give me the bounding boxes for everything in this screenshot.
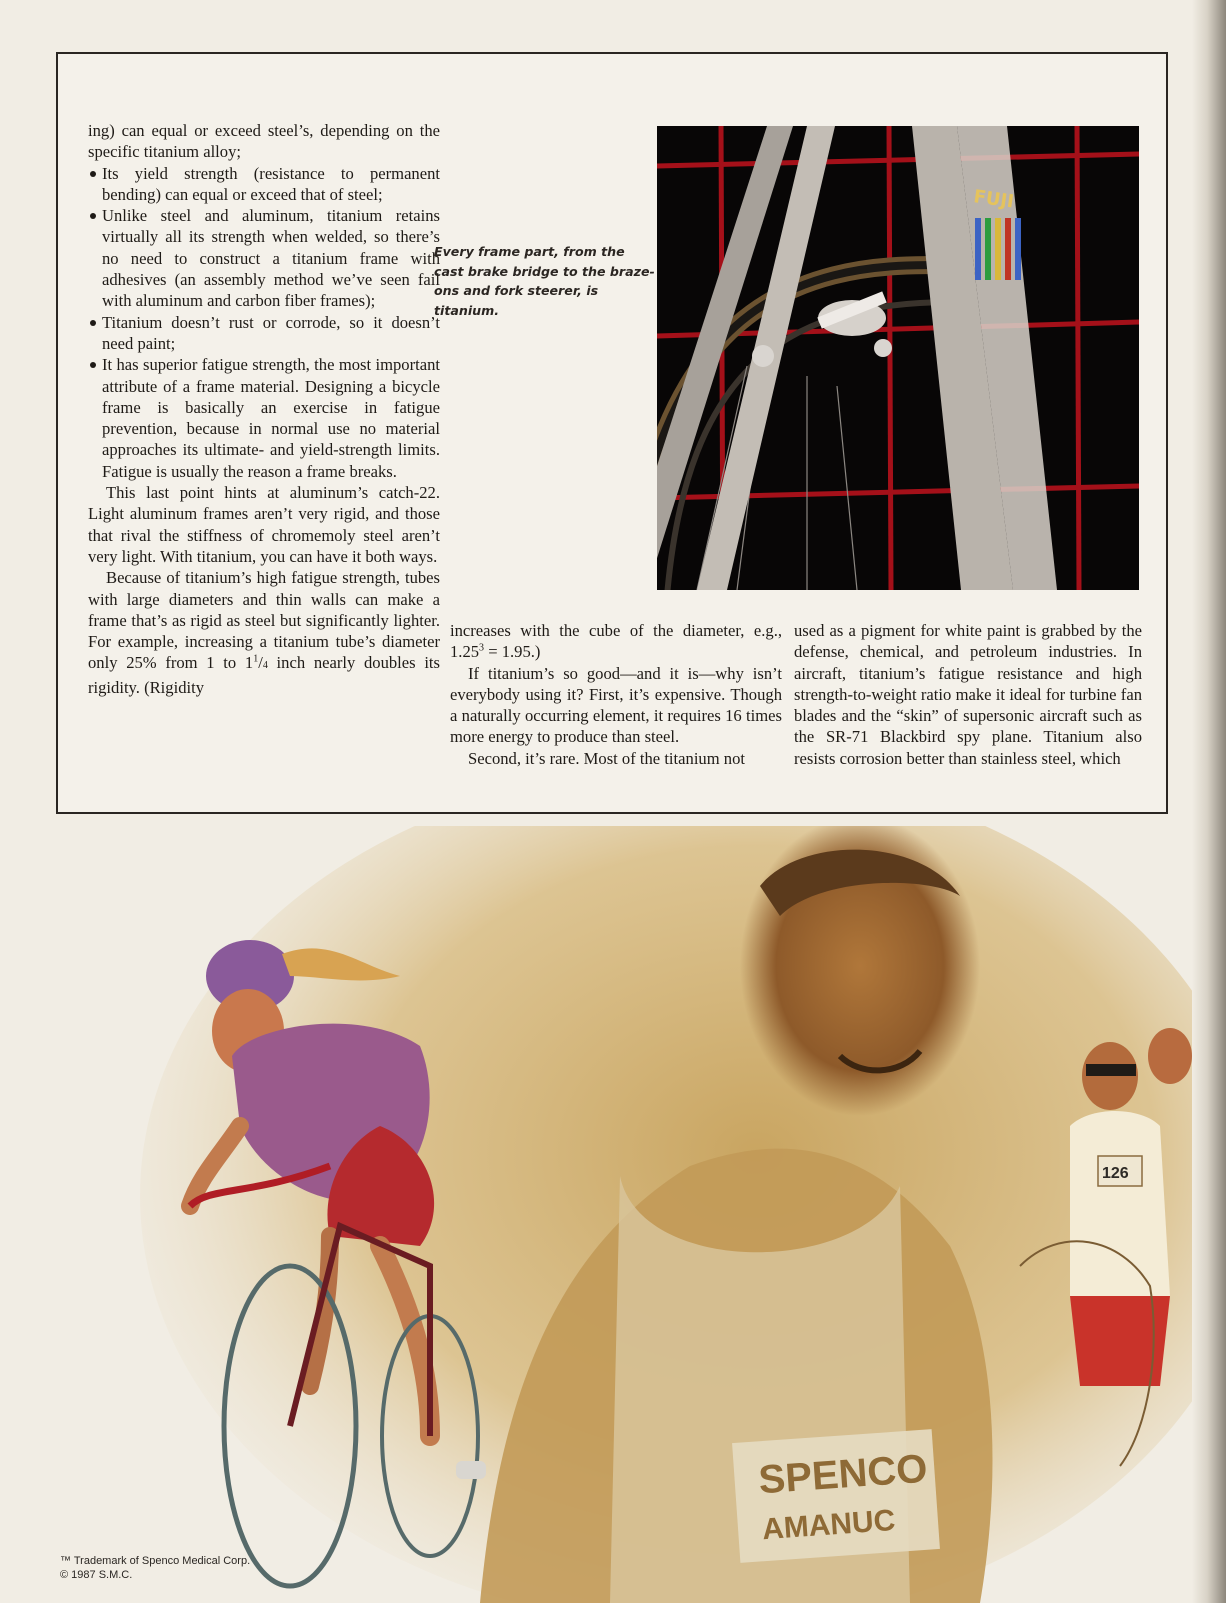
bib-number: 126 [1102, 1165, 1129, 1182]
column-3 [794, 620, 1142, 769]
copyright-line: © 1987 S.M.C. [60, 1569, 133, 1581]
superscript-3: 3 [479, 642, 485, 654]
col1-paragraph-catch22: This last point hints at aluminum’s catch-22. Light aluminum frames aren’t very rigid, and those that rival the stiffness of chromemoly steel aren’t very light. With titanium, you can have it both ways. [88, 483, 440, 566]
cube-text-end: = 1.95.) [484, 642, 541, 662]
rigidity-text-start: Because of titanium’s high fatigue strength, tubes with large diameters and thin walls can make a frame that’s as rigid as steel but significantly lighter. For example, increasing a titanium tube’s diameter only 25% from 1 to 1 [88, 568, 440, 673]
bullet-corrosion: Titanium doesn’t rust or corrode, so it doesn’t need paint; [88, 312, 440, 355]
col2-paragraph-expensive: If titanium’s so good—and it is—why isn’t everybody using it? First, it’s expensive. Though a naturally occurring element, it requires 16 times more energy to produce than steel. [450, 663, 782, 747]
bullet-list [88, 163, 440, 482]
fraction-denominator: 4 [262, 660, 268, 672]
shirt-text-spenco: SPENCO [757, 1446, 929, 1503]
col1-lead: ing) can equal or exceed steel’s, depending on the specific titanium alloy; [88, 121, 440, 162]
page-edge-shadow [1192, 0, 1226, 1603]
frame-photo-illustration [657, 126, 1139, 590]
col1-paragraph-rigidity: Because of titanium’s high fatigue strength, tubes with large diameters and thin walls can make a frame that’s as rigid as steel but significantly lighter. For example, increasing a titanium tube’s diameter only 25% from 1 to $1^1/4$ inch nearly doubles its rigidity. (Rigidity [88, 568, 441, 697]
article-box [56, 52, 1168, 814]
fuji-decal: FUJI [972, 186, 1016, 213]
cube-text-start: increases with the cube of the diameter, e.g., 1.25 [450, 621, 782, 662]
athletes-painting [0, 826, 1192, 1603]
rigidity-text-end: inch nearly doubles its rigidity. (Rigidity [88, 653, 441, 697]
trademark-notice [60, 1554, 250, 1582]
col2-paragraph-cube [450, 620, 782, 663]
bullet-welding: Unlike steel and aluminum, titanium retains virtually all its strength when welded, so there’s no need to construct a titanium frame with adhesives (an assembly method we’ve seen fail with aluminum and carbon fiber frames); [88, 205, 440, 311]
column-2 [450, 620, 782, 769]
col3-paragraph-aircraft: used as a pigment for white paint is grabbed by the defense, chemical, and petroleum industries. In aircraft, titanium’s fatigue resistance and high strength-to-weight ratio make it ideal for turbine fan blades and the “skin” of supersonic aircraft such as the SR-71 Blackbird spy plane. Titanium also resists corrosion better than stainless steel, which [794, 621, 1142, 768]
bullet-yield-strength: Its yield strength (resistance to permanent bending) can equal or exceed that of steel; [88, 163, 440, 206]
fraction-numerator: 1 [253, 653, 259, 665]
trademark-line: ™ Trademark of Spenco Medical Corp. [60, 1555, 251, 1567]
col2-paragraph-rare: Second, it’s rare. Most of the titanium not [468, 748, 745, 768]
photo-caption: Every frame part, from the cast brake bridge to the braze-ons and fork steerer, is titanium. [434, 244, 655, 318]
titanium-frame-photo [657, 126, 1139, 590]
column-1 [88, 120, 440, 698]
bullet-fatigue: It has superior fatigue strength, the most important attribute of a frame material. Designing a bicycle frame is basically an exercise in fatigue prevention, because in normal use no material approaches its ultimate- and yield-strength limits. Fatigue is usually the reason a frame breaks. [88, 354, 440, 482]
shirt-text-second: AMANUC [761, 1503, 897, 1547]
spenco-ad-illustration [0, 826, 1192, 1603]
